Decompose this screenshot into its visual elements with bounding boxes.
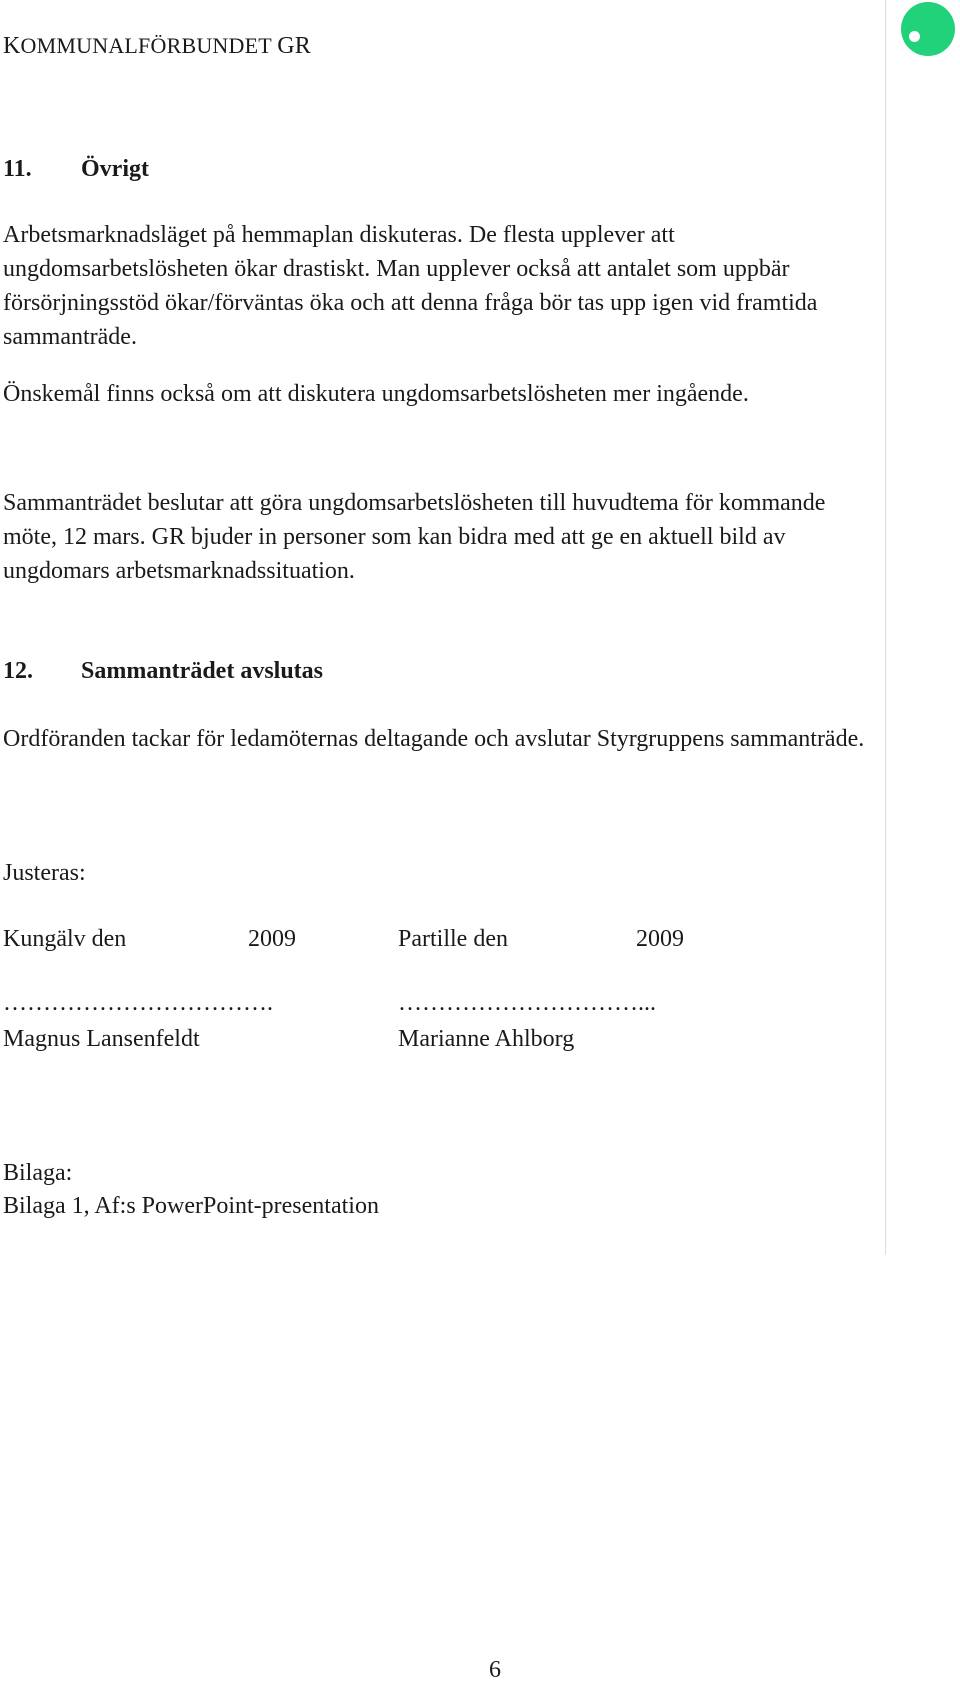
section-title: Sammanträdet avslutas	[81, 658, 324, 684]
signature-year-right: 2009	[636, 926, 684, 952]
signature-line-left: …………………………….	[3, 990, 273, 1016]
margin-rule	[885, 120, 886, 1255]
signature-line-right: …………………………...	[398, 990, 656, 1016]
section-number: 12.	[3, 658, 33, 684]
org-header-initial: K	[3, 33, 21, 59]
section-12-heading	[3, 658, 323, 685]
attachment-item: Bilaga 1, Af:s PowerPoint-presentation	[3, 1193, 379, 1219]
section-title: Övrigt	[81, 156, 149, 182]
paragraph: Arbetsmarknadsläget på hemmaplan diskuteras. De flesta upplever att ungdomsarbetslösheten ökar drastiskt. Man upplever också att antalet som uppbär försörjningsstöd ökar/förväntas öka och att denna fråga bör tas upp igen vid framtida sammanträde.	[3, 222, 818, 350]
margin-rule-top	[885, 0, 886, 122]
section-number: 11.	[3, 156, 32, 182]
logo-dot	[909, 31, 920, 42]
paragraph: Sammanträdet beslutar att göra ungdomsarbetslösheten till huvudtema för kommande möte, 12 mars. GR bjuder in personer som kan bidra med att ge en aktuell bild av ungdomars arbetsmarknadssituation.	[3, 490, 826, 584]
page-number: 6	[489, 1657, 501, 1683]
signature-place-left: Kungälv den	[3, 926, 127, 952]
paragraph: Önskemål finns också om att diskutera ungdomsarbetslösheten mer ingående.	[3, 381, 749, 407]
signature-year-left: 2009	[248, 926, 296, 952]
organization-header	[3, 33, 311, 60]
signatory-name-left: Magnus Lansenfeldt	[3, 1026, 200, 1052]
gr-logo	[901, 2, 955, 56]
section-11-heading	[3, 156, 149, 183]
justeras-label: Justeras:	[3, 860, 86, 886]
paragraph: Ordföranden tackar för ledamöternas deltagande och avslutar Styrgruppens sammanträde.	[3, 726, 865, 752]
org-header-name: OMMUNALFÖRBUNDET	[20, 33, 278, 58]
signatory-name-right: Marianne Ahlborg	[398, 1026, 575, 1052]
signature-place-right: Partille den	[398, 926, 508, 952]
attachment-label: Bilaga:	[3, 1160, 73, 1186]
org-header-suffix: GR	[277, 33, 311, 59]
